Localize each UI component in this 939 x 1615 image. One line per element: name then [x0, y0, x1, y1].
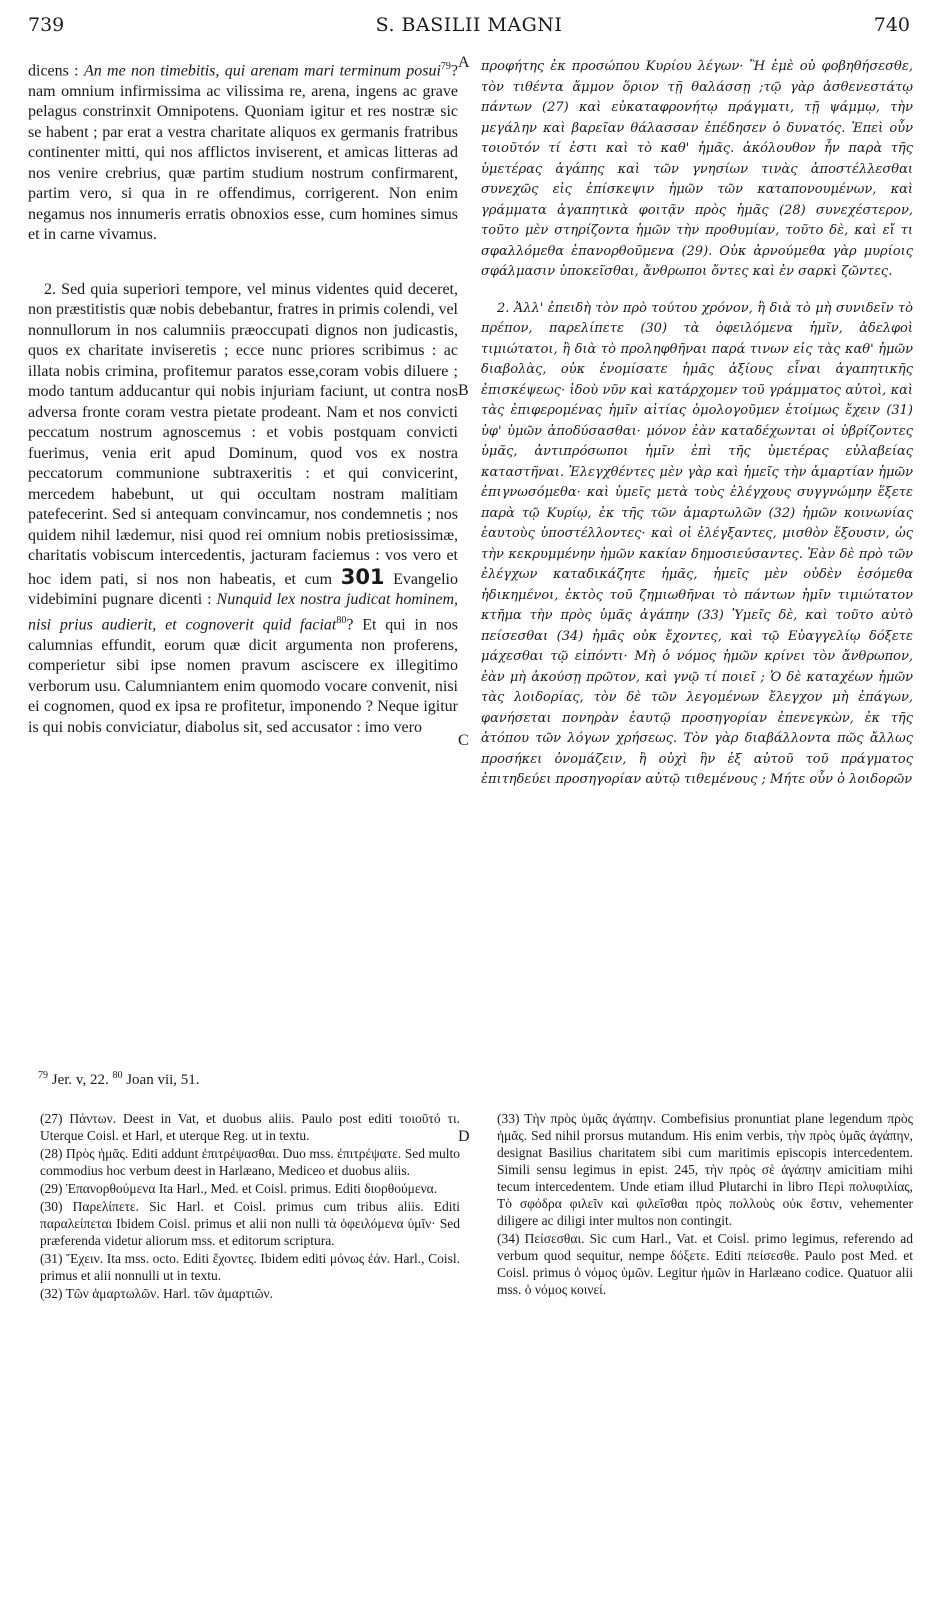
note-33: (33) Τὴν πρὸς ὑμᾶς ἀγάπην. Combefisius pronuntiat plane legendum πρὸς ἡμᾶς. Sed nihil prorsus mutandum. His enim verbis, τὴν πρὸς ὑμᾶς ἀγάπην, designat Basilius charitatem sibi cum maritimis episcopis intercedentem. Simili sensu legimus in epist. 245, τὴν πρὸς σὲ ἀγάπην amicitiam mihi tecum intercedentem. Unde etiam illud Plutarchi in libro Περὶ πολυφιλίας, Τὸ σφόδρα φιλεῖν καὶ φιλεῖσθαι πρὸς πολλοὺς οὐκ ἔστιν, vehementer diligere ac diligi inter multos non contingit. — [497, 1111, 913, 1228]
ref-text-80: Joan vii, 51. — [122, 1072, 200, 1088]
latin-p1-text-b: ? nam omnium infirmissima ac vilissima re, arena, ingens ac grave pelagus constrinxit Omnipotens. Quoniam igitur et res nostræ sic se habent ; par erat a vestra charitate aliquos ex germanis fratribus continenter mitti, qui nos afflictos inviserent, et amicas litteras ad nos venire crebrius, quæ partim studium nostrum confirmarent, partim vero, si qua in re offendimus, corrigerent. Non enim negamus nos innumeris erratis obnoxios esse, cum homines simus et in carne vivamus. — [28, 62, 458, 244]
latin-p2-text-b: Evangelio videbimini pugnare dicenti : — [28, 570, 458, 609]
ref-number-79: 79 — [38, 1070, 48, 1081]
latin-p2-text-c: ? Et qui in nos calumnias effundit, eorum quæ dicit argumenta non proferens, comperietur sibi ipse nomen pravum asciscere ex illegitimo verborum usu. Calumniantem enim quomodo vocare convenit, nisi ei cognomen, quod ex ipsa re profitetur, imponendo ? Neque igitur is qui nobis conviciatur, diabolus sit, sed accusator : imo vero — [28, 616, 459, 736]
note-29-text: Ita Harl., Med. et Coisl. primus. Editi διορθούμενα. — [155, 1181, 438, 1196]
note-28-lead: (28) Πρὸς ἡμᾶς. — [40, 1146, 129, 1161]
footnote-ref-80: 80 — [336, 614, 347, 626]
latin-column — [28, 57, 458, 738]
note-30-text: Sic Harl. et Coisl. primus cum tribus aliis. Editi παραλείπεται Ibidem Coisl. primus et alii non nulli τὰ ὀφειλόμενα ὑμῖν· Sed præferenda videtur aliorum mss. et editorum scriptura. — [40, 1199, 460, 1248]
latin-p1-quote: An me non timebitis, qui arenam mari terminum posui — [83, 62, 441, 80]
margin-marker-b: B — [458, 382, 469, 399]
note-28 — [40, 1145, 460, 1179]
page-header — [28, 14, 910, 44]
latin-paragraph-2 — [28, 280, 458, 738]
latin-p2-text-a: 2. Sed quia superiori tempore, vel minus videntes quid deceret, non præstitistis quæ nobis debebantur, fratres in primis colendi, vel nonnullorum in nos calumniis præoccupati dignos non judicastis, quos ex charitate inviseretis ; ecce nunc priores scribimus : ac illata nobis crimina, profitemur paratos esse,coram vobis diluere ; modo tantum adducantur qui nobis injuriam faciunt, ut contra nos adversa fronte coram vestra pietate prodeant. Nam et nos convicti peccatum nostrum agnoscemus : et vobis postquam convicti fuerimus, venia erit apud Dominum, quod vos ex nostra peccatorum communione subtraxeritis : et qui convicerint, mercedem habebunt, ut qui occultam nostram malitiam patefecerint. Sed si antequam convincamur, nos condemnetis ; nos quidem nihil lædemur, nisi quod rei omnium nobis pretiosissimæ, charitatis vobiscum intercedentis, jacturam faciemus : vos vero et hoc idem pati, si nos non habeatis, et cum — [28, 280, 458, 588]
page-number-right: 740 — [873, 14, 910, 36]
note-28-text: Editi addunt ἐπιτρέψασθαι. Duo mss. ἐπιτρέψατε. Sed multo commodius hoc verbum deest in Harlæano, Mediceo et duobus aliis. — [40, 1146, 460, 1178]
note-32-text: Harl. τῶν ἁμαρτιῶν. — [159, 1286, 274, 1301]
greek-paragraph-2: 2. Ἀλλ' ἐπειδὴ τὸν πρὸ τούτου χρόνον, ἢ διὰ τὸ μὴ συνιδεῖν τὸ πρέπον, παρελίπετε (30) τὰ ὀφειλόμενα ἡμῖν, ἀδελφοὶ τιμιώτατοι, ἢ διὰ τὸ προληφθῆναι παρά τινων εἰς τὰς καθ' ἡμῶν διαβολὰς, οὐκ ἐνομίσατε ἡμᾶς ἀξίους εἶναι ἀγαπητικῆς ἐπισκέψεως· ἰδοὺ νῦν καὶ κατάρχομεν τοῦ γράμματος αὐτοὶ, καὶ τὰς ἐπιφερομένας ἡμῖν αἰτίας ὁμολογοῦμεν ἑτοίμως ἔχειν (31) ὑφ' ὑμῶν ἀποδύσασθαι· μόνον ἐὰν καταδέχωνται οἱ ὑβρίζοντες ὑμᾶς, ἀντιπρόσωποι ἡμῖν ἐπὶ τῆς ὑμετέρας εὐλαβείας καταστῆναι. Ἐλεγχθέντες μὲν γὰρ καὶ ἡμεῖς τὴν ἁμαρτίαν ἡμῶν ἐπιγνωσόμεθα· καὶ ὑμεῖς μετὰ τοὺς ἐλέγχους συγγνώμην ἕξετε παρὰ τῷ Κυρίῳ, ἐκ τῆς τῶν ἁμαρτωλῶν (32) ἡμῶν κοινωνίας ἑαυτοὺς ὑποστέλλοντες· καὶ οἱ ἐλέγξαντες, μισθὸν ἕξουσιν, ὡς τὴν κεκρυμμένην ἡμῶν κακίαν δημοσιεύσαντες. Ἐὰν δὲ πρὸ τῶν ἐλέγχων καταδικάζητε ἡμᾶς, ἡμεῖς μὲν οὐδὲν ἐσόμεθα ἠδικημένοι, ἐκτὸς τοῦ ζημιωθῆναι τὸ πάντων ἡμῖν τιμιώτατον κτῆμα τὴν πρὸς ὑμᾶς ἀγάπην (33) Ὑμεῖς δὲ, καὶ τοῦτο αὐτὸ πείσεσθαι (34) ἡμᾶς οὐκ ἔχοντες, καὶ τῷ Εὐαγγελίῳ δόξετε μάχεσθαι τῷ εἰπόντι· Μὴ ὁ νόμος ἡμῶν κρίνει τὸν ἄνθρωπον, ἐὰν μὴ ἀκούσῃ πρῶτον, καὶ γνῷ τί ποιεῖ ; Ὁ δὲ καταχέων ἡμῶν τὰς λοιδορίας, τὸν δὲ τῶν λεγομένων ἔλεγχον μὴ ἐπάγων, φανήσεται πονηρὰν ἑαυτῷ προσηγορίαν ἐπενεγκὼν, ἐκ τῆς ἀτόπου τῶν λόγων χρήσεως. Τὸν γὰρ διαβάλλοντα πῶς ἄλλως προσήκει ὀνομάζειν, ἢ οὐχὶ ἣν ἐξ αὐτοῦ τοῦ πράγματος ἐπιτηδεύει προσηγορίαν αὐτῷ τιθεμένους ; Μήτε οὖν ὁ λοιδορῶν — [481, 300, 913, 787]
scripture-references — [38, 1070, 200, 1089]
note-31 — [40, 1250, 460, 1284]
note-27-lead: (27) Πάντων. — [40, 1111, 117, 1126]
note-32 — [40, 1285, 460, 1302]
note-32-lead: (32) Τῶν ἁμαρτωλῶν. — [40, 1286, 160, 1301]
note-34: (34) Πείσεσθαι. Sic cum Harl., Vat. et Coisl. primo legimus, referendo ad verbum quod sequitur, nempe δόξετε. Editi πείσεσθε. Paulo post Med. et Coisl. primus ὁ νόμος ὑμῶν. Legitur ἡμῶν in Harlæano codice. Quatuor alii mss. ὁ νόμος κοινεί. — [497, 1231, 913, 1297]
page-number-left: 739 — [28, 14, 65, 36]
notes-left-column — [40, 1110, 460, 1303]
running-title: S. BASILII MAGNI — [375, 14, 563, 36]
note-27 — [40, 1110, 460, 1144]
latin-p1-text-a: dicens : — [28, 62, 84, 80]
note-31-text: Ita mss. octo. Editi ἔχοντες. Ibidem editi μόνως ἐάν. Harl., Coisl. primus et alii nonnulli ut in textu. — [40, 1251, 460, 1283]
note-29 — [40, 1180, 460, 1197]
note-27-text: Deest in Vat, et duobus aliis. Paulo post editi τοιοῦτό τι. Uterque Coisl. et Harl, et uterque Reg. ut in textu. — [40, 1111, 460, 1143]
margin-marker-a: A — [458, 54, 470, 71]
notes-right-column — [497, 1110, 913, 1299]
margin-marker-c: C — [458, 732, 469, 749]
ref-text-79: Jer. v, 22. — [48, 1072, 113, 1088]
margin-marker-d: D — [458, 1128, 470, 1145]
note-29-lead: (29) Ἐπανορθούμενα — [40, 1181, 156, 1196]
greek-column — [481, 57, 913, 791]
latin-p2-quote: Nunquid lex nostra judicat hominem, nisi prius audierit, et cognoverit quid faciat — [28, 591, 458, 634]
column-number-301: 301 — [340, 564, 385, 589]
footnote-ref-79: 79 — [440, 61, 451, 72]
note-30 — [40, 1198, 460, 1249]
ref-number-80: 80 — [112, 1070, 123, 1081]
greek-paragraph-1: προφήτης ἐκ προσώπου Κυρίου λέγων· Ἢ ἐμὲ οὐ φοβηθήσεσθε, τὸν τιθέντα ἄμμον ὅριον τῇ θαλάσσῃ ;τῷ γὰρ ἀσθενεστάτῳ πάντων (27) καὶ εὐκαταφρονήτῳ πράγματι, τῇ ψάμμῳ, τὴν μεγάλην καὶ βαρεῖαν θάλασσαν ἐπέδησεν ὁ δυνατός. Ἐπεὶ οὖν τοιοῦτόν τί ἐστι καὶ τὸ καθ' ἡμᾶς. ἀκόλουθον ἦν παρὰ τῆς ὑμετέρας ἀγάπης καὶ τῶν γνησίων τινὰς ἀποστέλλεσθαι συνεχῶς εἰς ἐπίσκεψιν ἡμῶν τῶν καταπονουμένων, καὶ γράμματα ἀγαπητικὰ φοιτᾷν πρὸς ἡμᾶς (28) συνεχέστερον, τοῦτο μὲν στηρίζοντα ἡμῶν τὴν προθυμίαν, τοῦτο δὲ, καὶ εἴ τι σφαλλόμεθα ἐπανορθοῦμενα (29). Οὐκ ἀρνούμεθα γὰρ μυρίοις σφάλμασιν ὑποκεῖσθαι, ἄνθρωποι ὄντες καὶ ἐν σαρκὶ ζῶντες. — [481, 59, 913, 279]
note-30-lead: (30) Παρελίπετε. — [40, 1199, 139, 1214]
latin-paragraph-1 — [28, 57, 458, 246]
note-31-lead: (31) Ἔχειν. — [40, 1251, 104, 1266]
